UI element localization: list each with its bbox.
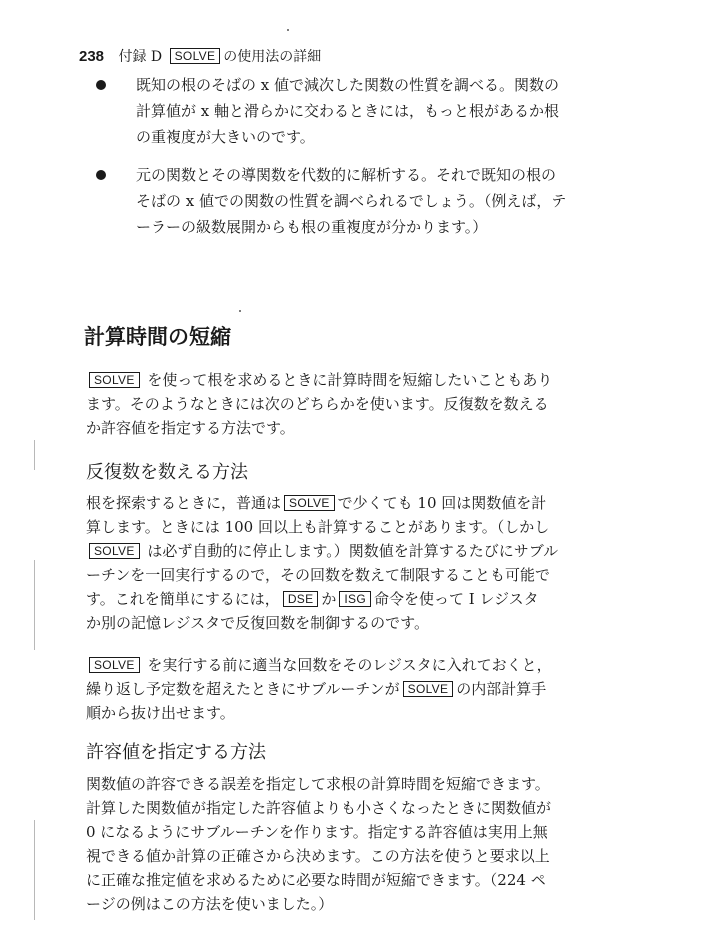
bullet-text-line: ーラーの級数展開からも根の重複度が分かります。） (136, 218, 488, 236)
scan-margin-mark (34, 440, 35, 470)
text-line: 関数値の許容できる誤差を指定して求根の計算時間を短縮できます。 (86, 775, 550, 793)
text-line (86, 539, 626, 563)
text-line: か別の記憶レジスタで反復回数を制御するのです。 (86, 614, 429, 632)
scan-dot-mark (239, 310, 241, 312)
text-line: に正確な推定値を求めるために必要な時間が短縮できます。（224 ペ (86, 871, 546, 889)
solve-key-icon: SOLVE (89, 657, 140, 673)
section-title: 計算時間の短縮 (84, 324, 231, 349)
text-segment: の内部計算手 (456, 680, 547, 698)
scan-margin-mark (34, 560, 35, 650)
iteration-paragraph-2 (86, 653, 626, 725)
text-segment: は必ず自動的に停止します。）関数値を計算するたびにサブル (147, 542, 559, 560)
text-line: ます。そのようなときには次のどちらかを使います。反復数を数える (86, 395, 549, 413)
tolerance-paragraph (86, 772, 626, 916)
bullet-text-line: 既知の根のそばの x 値で減次した関数の性質を調べる。関数の (136, 76, 559, 94)
bullet-text-line: そばの x 値での関数の性質を調べられるでしょう。（例えば，テ (136, 192, 567, 210)
text-line (86, 653, 626, 677)
header-title: の使用法の詳細 (223, 49, 322, 65)
text-segment: 命令を使って I レジスタ (373, 590, 539, 608)
appendix-label: 付録 D (118, 49, 163, 65)
text-line: ーチンを一回実行するので，その回数を数えて制限することも可能で (86, 566, 550, 584)
bullet-text-line: の重複度が大きいのです。 (136, 128, 315, 146)
text-line: 計算した関数値が指定した許容値よりも小さくなったときに関数値が (86, 799, 552, 817)
text-line: ージの例はこの方法を使いました。） (86, 895, 334, 913)
text-line (86, 368, 626, 392)
text-line: 0 になるようにサブルーチンを作ります。指定する許容値は実用上無 (86, 823, 548, 841)
isg-key-icon: ISG (339, 591, 371, 607)
solve-key-icon: SOLVE (284, 495, 335, 511)
text-line: か許容値を指定する方法です。 (86, 419, 295, 437)
page-number: 238 (79, 48, 105, 65)
bullet-icon (96, 80, 106, 90)
scan-dot-mark (287, 29, 289, 31)
page-header (79, 47, 321, 67)
text-line (86, 491, 626, 515)
solve-key-icon: SOLVE (170, 48, 221, 64)
text-segment: で少くても 10 回は関数値を計 (337, 494, 547, 512)
subsection-heading: 許容値を指定する方法 (86, 742, 266, 763)
list-item (96, 72, 636, 150)
text-segment: を使って根を求めるときに計算時間を短縮したいこともあり (147, 371, 553, 389)
text-segment: 根を探索するときに，普通は (86, 494, 282, 512)
text-line (86, 587, 626, 611)
solve-key-icon: SOLVE (403, 681, 454, 697)
text-line (86, 677, 626, 701)
text-segment: す。これを簡単にするには， (86, 590, 280, 608)
text-segment: か (321, 590, 337, 608)
iteration-paragraph (86, 491, 626, 635)
bullet-text-line: 元の関数とその導関数を代数的に解析する。それで既知の根の (136, 166, 557, 184)
scan-margin-mark (34, 820, 35, 920)
text-line: 視できる値か計算の正確さから決めます。この方法を使うと要求以上 (86, 847, 550, 865)
text-line: 算します。ときには 100 回以上も計算することがあります。（しかし (86, 518, 550, 536)
bullet-icon (96, 170, 106, 180)
solve-key-icon: SOLVE (89, 543, 140, 559)
bullet-list (96, 72, 636, 252)
subsection-heading: 反復数を数える方法 (86, 462, 248, 483)
dse-key-icon: DSE (283, 591, 319, 607)
bullet-text-line: 計算値が x 軸と滑らかに交わるときには，もっと根があるか根 (136, 102, 559, 120)
list-item (96, 162, 636, 240)
text-line: 順から抜け出せます。 (86, 704, 235, 722)
text-segment: 繰り返し予定数を超えたときにサブルーチンが (86, 680, 400, 698)
solve-key-icon: SOLVE (89, 372, 140, 388)
intro-paragraph (86, 368, 626, 440)
text-segment: を実行する前に適当な回数をそのレジスタに入れておくと， (147, 656, 552, 674)
